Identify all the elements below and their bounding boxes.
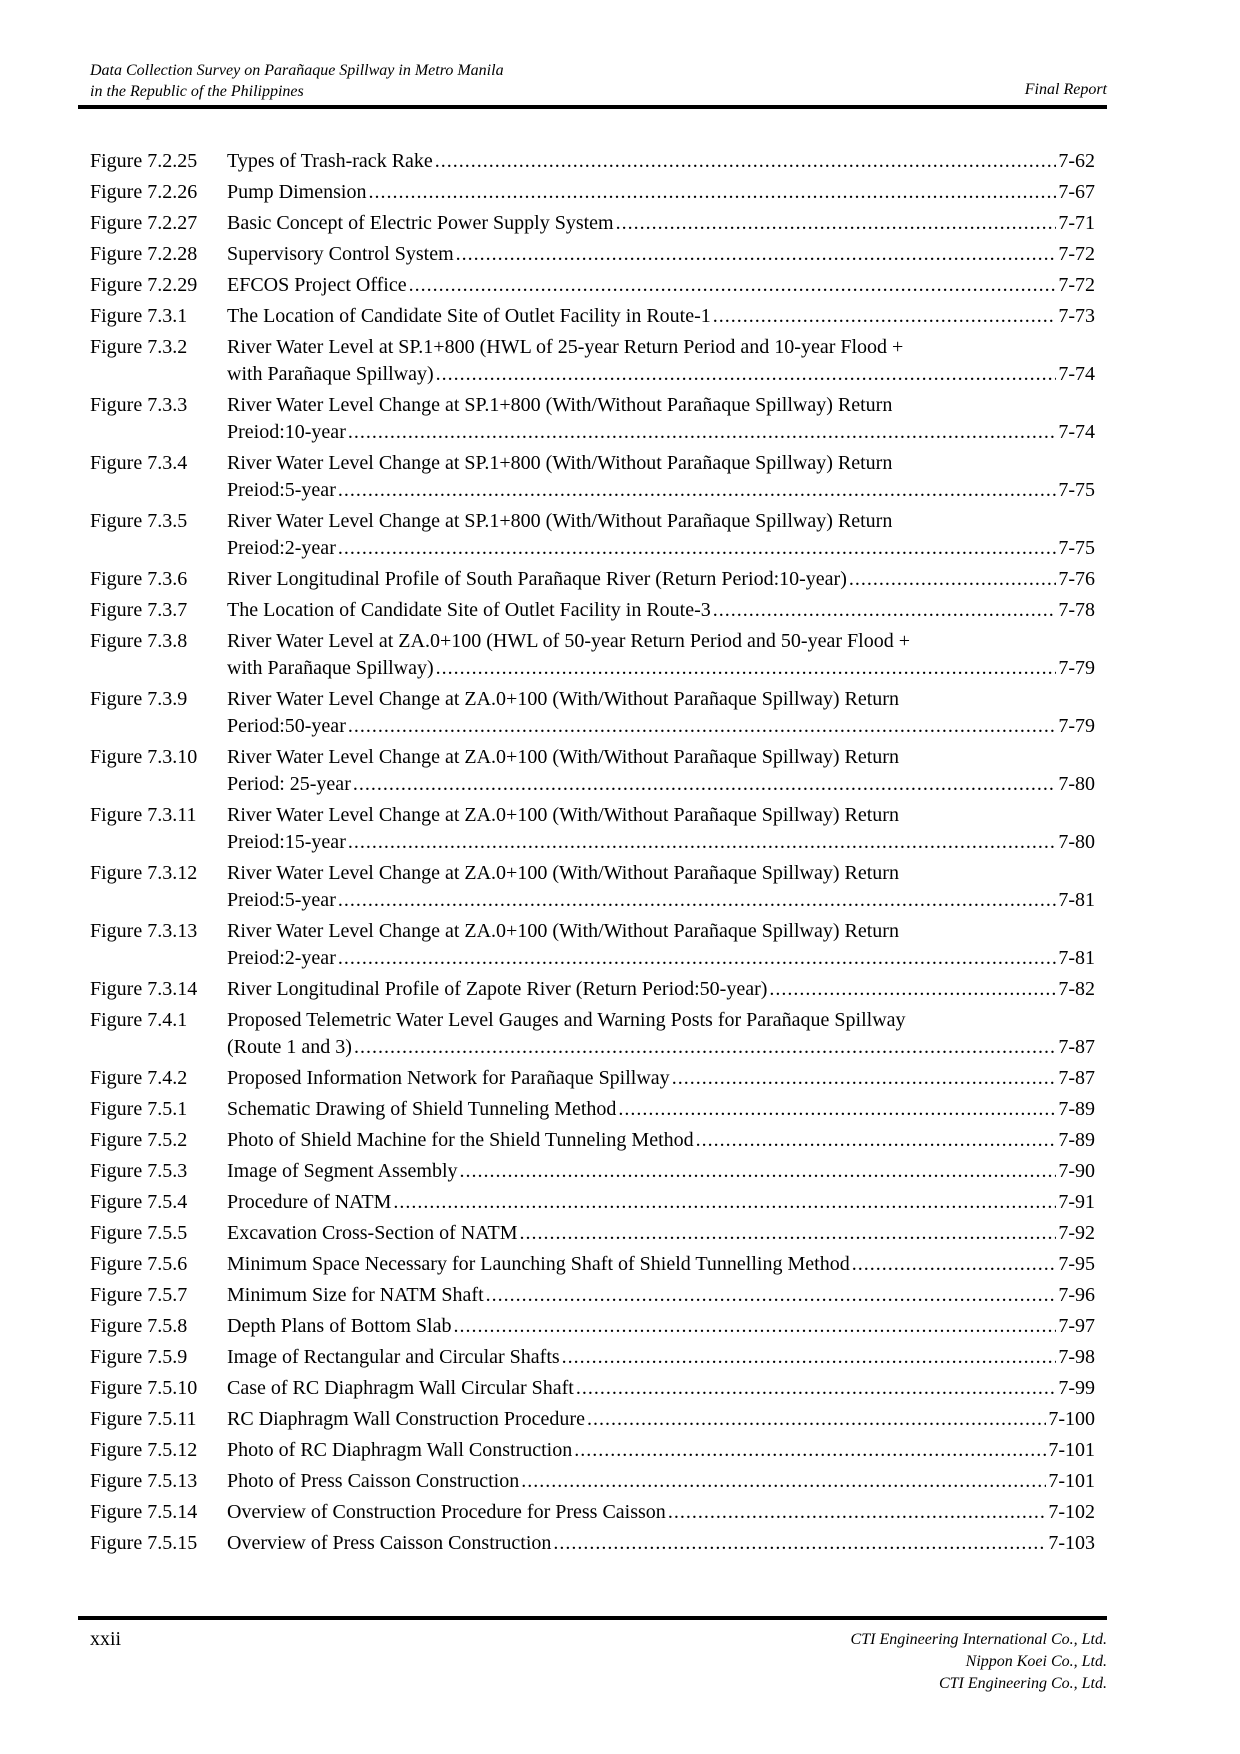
toc-entry[interactable] bbox=[90, 1530, 1095, 1557]
dot-leader bbox=[520, 1220, 1057, 1247]
caption-line bbox=[227, 1313, 1095, 1340]
figure-caption bbox=[227, 1344, 1095, 1371]
toc-entry[interactable] bbox=[90, 210, 1095, 237]
figure-caption bbox=[227, 860, 1095, 914]
header-report-type: Final Report bbox=[1024, 81, 1107, 98]
caption-text: Schematic Drawing of Shield Tunneling Method bbox=[227, 1098, 617, 1120]
figure-caption bbox=[227, 1437, 1095, 1464]
figure-caption bbox=[227, 1468, 1095, 1495]
caption-text: Basic Concept of Electric Power Supply System bbox=[227, 212, 614, 234]
caption-first-line: River Water Level Change at ZA.0+100 (With/Without Parañaque Spillway) Return bbox=[227, 746, 899, 768]
figure-caption bbox=[227, 1251, 1095, 1278]
figure-number: Figure 7.3.6 bbox=[90, 568, 188, 590]
page-reference[interactable]: 7-101 bbox=[1048, 1439, 1095, 1461]
figure-caption bbox=[227, 597, 1095, 624]
page-reference[interactable]: 7-80 bbox=[1058, 831, 1095, 853]
figure-number: Figure 7.5.13 bbox=[90, 1470, 198, 1492]
figure-caption bbox=[227, 179, 1095, 206]
caption-line bbox=[227, 419, 1095, 446]
dot-leader bbox=[553, 1530, 1046, 1557]
dot-leader bbox=[562, 1344, 1057, 1371]
caption-line bbox=[227, 1158, 1095, 1185]
caption-line bbox=[227, 1034, 1095, 1061]
page-reference[interactable]: 7-81 bbox=[1058, 889, 1095, 911]
toc-entry[interactable] bbox=[90, 1007, 1095, 1061]
toc-entry[interactable] bbox=[90, 1065, 1095, 1092]
caption-line bbox=[227, 1406, 1095, 1433]
figure-number: Figure 7.5.2 bbox=[90, 1129, 188, 1151]
toc-entry[interactable] bbox=[90, 976, 1095, 1003]
page-reference[interactable]: 7-67 bbox=[1058, 181, 1095, 203]
figure-number: Figure 7.5.10 bbox=[90, 1377, 198, 1399]
caption-line bbox=[227, 1375, 1095, 1402]
toc-entry[interactable] bbox=[90, 272, 1095, 299]
toc-entry[interactable] bbox=[90, 1096, 1095, 1123]
toc-entry[interactable] bbox=[90, 334, 1095, 388]
figure-number: Figure 7.4.2 bbox=[90, 1067, 188, 1089]
dot-leader bbox=[338, 477, 1056, 504]
caption-text: Minimum Space Necessary for Launching Shaft of Shield Tunnelling Method bbox=[227, 1253, 850, 1275]
toc-entry[interactable] bbox=[90, 802, 1095, 856]
caption-text: Photo of Shield Machine for the Shield Tunneling Method bbox=[227, 1129, 694, 1151]
list-of-figures bbox=[90, 148, 1095, 1561]
toc-entry[interactable] bbox=[90, 1282, 1095, 1309]
footer-divider bbox=[78, 1616, 1107, 1620]
toc-entry[interactable] bbox=[90, 686, 1095, 740]
toc-entry[interactable] bbox=[90, 1127, 1095, 1154]
dot-leader bbox=[616, 210, 1057, 237]
dot-leader bbox=[460, 1158, 1057, 1185]
page-reference[interactable]: 7-87 bbox=[1058, 1067, 1095, 1089]
figure-caption bbox=[227, 148, 1095, 175]
caption-line bbox=[227, 1251, 1095, 1278]
figure-number: Figure 7.3.14 bbox=[90, 978, 198, 1000]
toc-entry[interactable] bbox=[90, 303, 1095, 330]
caption-text: Photo of RC Diaphragm Wall Construction bbox=[227, 1439, 573, 1461]
footer-companies bbox=[851, 1629, 1107, 1695]
dot-leader bbox=[348, 713, 1056, 740]
caption-line bbox=[227, 945, 1095, 972]
page-reference[interactable]: 7-97 bbox=[1058, 1315, 1095, 1337]
page-reference[interactable]: 7-96 bbox=[1058, 1284, 1095, 1306]
toc-entry[interactable] bbox=[90, 450, 1095, 504]
toc-entry[interactable] bbox=[90, 1189, 1095, 1216]
page-reference[interactable]: 7-81 bbox=[1058, 947, 1095, 969]
caption-line bbox=[227, 655, 1095, 682]
caption-line bbox=[227, 829, 1095, 856]
figure-number: Figure 7.5.14 bbox=[90, 1501, 198, 1523]
caption-line bbox=[227, 976, 1095, 1003]
caption-line bbox=[227, 1127, 1095, 1154]
dot-leader bbox=[338, 945, 1056, 972]
figure-caption bbox=[227, 450, 1095, 504]
page-reference[interactable]: 7-95 bbox=[1058, 1253, 1095, 1275]
figure-number: Figure 7.2.25 bbox=[90, 150, 198, 172]
figure-number: Figure 7.5.8 bbox=[90, 1315, 188, 1337]
toc-entry[interactable] bbox=[90, 148, 1095, 175]
toc-entry[interactable] bbox=[90, 1158, 1095, 1185]
caption-line bbox=[227, 477, 1095, 504]
dot-leader bbox=[368, 179, 1056, 206]
caption-line bbox=[227, 1096, 1095, 1123]
caption-text: Preiod:2-year bbox=[227, 537, 336, 559]
caption-text: River Longitudinal Profile of Zapote River (Return Period:50-year) bbox=[227, 978, 768, 1000]
caption-line bbox=[227, 148, 1095, 175]
figure-caption bbox=[227, 1220, 1095, 1247]
figure-caption bbox=[227, 272, 1095, 299]
figure-caption bbox=[227, 1375, 1095, 1402]
page-reference[interactable]: 7-62 bbox=[1058, 150, 1095, 172]
dot-leader bbox=[409, 272, 1057, 299]
toc-entry[interactable] bbox=[90, 1251, 1095, 1278]
page-reference[interactable]: 7-87 bbox=[1058, 1036, 1095, 1058]
figure-number: Figure 7.3.9 bbox=[90, 688, 188, 710]
dot-leader bbox=[456, 241, 1057, 268]
toc-entry[interactable] bbox=[90, 1220, 1095, 1247]
figure-number: Figure 7.3.5 bbox=[90, 510, 188, 532]
caption-text: Minimum Size for NATM Shaft bbox=[227, 1284, 484, 1306]
figure-number: Figure 7.5.9 bbox=[90, 1346, 188, 1368]
page-reference[interactable]: 7-75 bbox=[1058, 537, 1095, 559]
figure-caption bbox=[227, 1406, 1095, 1433]
page-reference[interactable]: 7-74 bbox=[1058, 421, 1095, 443]
figure-number: Figure 7.3.11 bbox=[90, 804, 197, 826]
page-reference[interactable]: 7-103 bbox=[1048, 1532, 1095, 1554]
page-reference[interactable]: 7-76 bbox=[1058, 568, 1095, 590]
toc-entry[interactable] bbox=[90, 508, 1095, 562]
page-reference[interactable]: 7-91 bbox=[1058, 1191, 1095, 1213]
dot-leader bbox=[435, 148, 1057, 175]
figure-caption bbox=[227, 918, 1095, 972]
page-reference[interactable]: 7-73 bbox=[1058, 305, 1095, 327]
figure-number: Figure 7.3.4 bbox=[90, 452, 188, 474]
caption-line bbox=[227, 1437, 1095, 1464]
caption-line bbox=[227, 1499, 1095, 1526]
toc-entry[interactable] bbox=[90, 1468, 1095, 1495]
caption-text: Pump Dimension bbox=[227, 181, 367, 203]
figure-number: Figure 7.2.27 bbox=[90, 212, 198, 234]
figure-number: Figure 7.3.1 bbox=[90, 305, 188, 327]
figure-caption bbox=[227, 1499, 1095, 1526]
figure-caption bbox=[227, 976, 1095, 1003]
figure-number: Figure 7.2.29 bbox=[90, 274, 198, 296]
figure-number: Figure 7.3.12 bbox=[90, 862, 198, 884]
caption-text: Preiod:5-year bbox=[227, 889, 336, 911]
figure-caption bbox=[227, 1096, 1095, 1123]
caption-line bbox=[227, 303, 1095, 330]
dot-leader bbox=[354, 1034, 1056, 1061]
page-reference[interactable]: 7-72 bbox=[1058, 243, 1095, 265]
toc-entry[interactable] bbox=[90, 1437, 1095, 1464]
toc-entry[interactable] bbox=[90, 597, 1095, 624]
page-reference[interactable]: 7-98 bbox=[1058, 1346, 1095, 1368]
figure-caption bbox=[227, 802, 1095, 856]
dot-leader bbox=[668, 1499, 1047, 1526]
toc-entry[interactable] bbox=[90, 1313, 1095, 1340]
dot-leader bbox=[436, 361, 1057, 388]
toc-entry[interactable] bbox=[90, 566, 1095, 593]
caption-first-line: Proposed Telemetric Water Level Gauges and Warning Posts for Parañaque Spillway bbox=[227, 1009, 906, 1031]
caption-first-line: River Water Level Change at SP.1+800 (With/Without Parañaque Spillway) Return bbox=[227, 394, 893, 416]
page-number: xxii bbox=[90, 1628, 122, 1650]
caption-text: EFCOS Project Office bbox=[227, 274, 407, 296]
caption-first-line: River Water Level Change at ZA.0+100 (With/Without Parañaque Spillway) Return bbox=[227, 688, 899, 710]
caption-line bbox=[227, 1468, 1095, 1495]
dot-leader bbox=[453, 1313, 1056, 1340]
caption-first-line: River Water Level Change at SP.1+800 (With/Without Parañaque Spillway) Return bbox=[227, 452, 893, 474]
figure-caption bbox=[227, 1158, 1095, 1185]
footer-company-1: CTI Engineering International Co., Ltd. bbox=[850, 1631, 1107, 1648]
header-divider bbox=[78, 105, 1107, 109]
dot-leader bbox=[852, 1251, 1057, 1278]
toc-entry[interactable] bbox=[90, 744, 1095, 798]
caption-first-line: River Water Level Change at ZA.0+100 (With/Without Parañaque Spillway) Return bbox=[227, 920, 899, 942]
toc-entry[interactable] bbox=[90, 628, 1095, 682]
figure-caption bbox=[227, 1065, 1095, 1092]
dot-leader bbox=[436, 655, 1057, 682]
page-reference[interactable]: 7-71 bbox=[1058, 212, 1095, 234]
caption-line bbox=[227, 179, 1095, 206]
caption-text: Supervisory Control System bbox=[227, 243, 454, 265]
caption-text: Overview of Press Caisson Construction bbox=[227, 1532, 552, 1554]
figure-caption bbox=[227, 1007, 1095, 1061]
caption-text: Image of Rectangular and Circular Shafts bbox=[227, 1346, 560, 1368]
figure-caption bbox=[227, 628, 1095, 682]
page-reference[interactable]: 7-89 bbox=[1058, 1098, 1095, 1120]
caption-line bbox=[227, 1220, 1095, 1247]
figure-number: Figure 7.5.5 bbox=[90, 1222, 188, 1244]
figure-number: Figure 7.2.28 bbox=[90, 243, 198, 265]
figure-caption bbox=[227, 210, 1095, 237]
dot-leader bbox=[849, 566, 1056, 593]
dot-leader bbox=[576, 1375, 1056, 1402]
caption-text: (Route 1 and 3) bbox=[227, 1036, 352, 1058]
dot-leader bbox=[696, 1127, 1057, 1154]
dot-leader bbox=[486, 1282, 1057, 1309]
toc-entry[interactable] bbox=[90, 918, 1095, 972]
caption-text: River Longitudinal Profile of South Parañaque River (Return Period:10-year) bbox=[227, 568, 847, 590]
caption-text: Depth Plans of Bottom Slab bbox=[227, 1315, 452, 1337]
dot-leader bbox=[393, 1189, 1056, 1216]
page-reference[interactable]: 7-82 bbox=[1058, 978, 1095, 1000]
caption-line bbox=[227, 1344, 1095, 1371]
figure-number: Figure 7.5.12 bbox=[90, 1439, 198, 1461]
caption-text: Case of RC Diaphragm Wall Circular Shaft bbox=[227, 1377, 574, 1399]
figure-caption bbox=[227, 392, 1095, 446]
caption-first-line: River Water Level Change at ZA.0+100 (With/Without Parañaque Spillway) Return bbox=[227, 862, 899, 884]
figure-number: Figure 7.3.10 bbox=[90, 746, 198, 768]
footer-company-2: Nippon Koei Co., Ltd. bbox=[965, 1653, 1107, 1670]
figure-caption bbox=[227, 241, 1095, 268]
running-header bbox=[90, 60, 504, 102]
dot-leader bbox=[521, 1468, 1046, 1495]
toc-entry[interactable] bbox=[90, 1406, 1095, 1433]
dot-leader bbox=[587, 1406, 1046, 1433]
page-reference[interactable]: 7-100 bbox=[1048, 1408, 1095, 1430]
caption-text: The Location of Candidate Site of Outlet Facility in Route-1 bbox=[227, 305, 711, 327]
figure-number: Figure 7.5.11 bbox=[90, 1408, 197, 1430]
figure-caption bbox=[227, 1530, 1095, 1557]
caption-line bbox=[227, 566, 1095, 593]
caption-line bbox=[227, 771, 1095, 798]
figure-caption bbox=[227, 508, 1095, 562]
dot-leader bbox=[713, 303, 1057, 330]
figure-caption bbox=[227, 303, 1095, 330]
caption-text: Procedure of NATM bbox=[227, 1191, 392, 1213]
page-reference[interactable]: 7-90 bbox=[1058, 1160, 1095, 1182]
page-reference[interactable]: 7-72 bbox=[1058, 274, 1095, 296]
caption-line bbox=[227, 272, 1095, 299]
figure-caption bbox=[227, 566, 1095, 593]
header-title-line2: in the Republic of the Philippines bbox=[90, 83, 304, 100]
figure-number: Figure 7.2.26 bbox=[90, 181, 198, 203]
caption-text: with Parañaque Spillway) bbox=[227, 363, 434, 385]
toc-entry[interactable] bbox=[90, 1499, 1095, 1526]
dot-leader bbox=[713, 597, 1057, 624]
dot-leader bbox=[348, 829, 1056, 856]
caption-text: Period:50-year bbox=[227, 715, 346, 737]
figure-number: Figure 7.5.3 bbox=[90, 1160, 188, 1182]
page-reference[interactable]: 7-92 bbox=[1058, 1222, 1095, 1244]
figure-caption bbox=[227, 1282, 1095, 1309]
caption-text: RC Diaphragm Wall Construction Procedure bbox=[227, 1408, 585, 1430]
caption-line bbox=[227, 597, 1095, 624]
figure-number: Figure 7.3.8 bbox=[90, 630, 188, 652]
toc-entry[interactable] bbox=[90, 179, 1095, 206]
caption-text: Period: 25-year bbox=[227, 773, 351, 795]
dot-leader bbox=[338, 887, 1056, 914]
page-reference[interactable]: 7-102 bbox=[1048, 1501, 1095, 1523]
caption-text: Photo of Press Caisson Construction bbox=[227, 1470, 520, 1492]
caption-line bbox=[227, 887, 1095, 914]
figure-caption bbox=[227, 1313, 1095, 1340]
dot-leader bbox=[338, 535, 1056, 562]
figure-number: Figure 7.5.7 bbox=[90, 1284, 188, 1306]
page-reference[interactable]: 7-79 bbox=[1058, 657, 1095, 679]
dot-leader bbox=[353, 771, 1056, 798]
dot-leader bbox=[672, 1065, 1057, 1092]
caption-line bbox=[227, 1282, 1095, 1309]
caption-text: with Parañaque Spillway) bbox=[227, 657, 434, 679]
caption-text: Preiod:10-year bbox=[227, 421, 346, 443]
header-title-line1: Data Collection Survey on Parañaque Spillway in Metro Manila bbox=[90, 62, 504, 79]
toc-entry[interactable] bbox=[90, 1375, 1095, 1402]
dot-leader bbox=[769, 976, 1056, 1003]
caption-text: Preiod:5-year bbox=[227, 479, 336, 501]
page-reference[interactable]: 7-78 bbox=[1058, 599, 1095, 621]
caption-text: Preiod:2-year bbox=[227, 947, 336, 969]
figure-number: Figure 7.4.1 bbox=[90, 1009, 188, 1031]
caption-text: Excavation Cross-Section of NATM bbox=[227, 1222, 518, 1244]
caption-first-line: River Water Level Change at ZA.0+100 (With/Without Parañaque Spillway) Return bbox=[227, 804, 899, 826]
figure-caption bbox=[227, 744, 1095, 798]
dot-leader bbox=[574, 1437, 1046, 1464]
caption-line bbox=[227, 713, 1095, 740]
figure-number: Figure 7.3.3 bbox=[90, 394, 188, 416]
caption-text: Image of Segment Assembly bbox=[227, 1160, 458, 1182]
toc-entry[interactable] bbox=[90, 1344, 1095, 1371]
dot-leader bbox=[348, 419, 1056, 446]
caption-first-line: River Water Level at SP.1+800 (HWL of 25-year Return Period and 10-year Flood + bbox=[227, 336, 904, 358]
page-reference[interactable]: 7-74 bbox=[1058, 363, 1095, 385]
caption-text: Types of Trash-rack Rake bbox=[227, 150, 433, 172]
caption-line bbox=[227, 535, 1095, 562]
figure-caption bbox=[227, 686, 1095, 740]
figure-number: Figure 7.5.15 bbox=[90, 1532, 198, 1554]
page-reference[interactable]: 7-101 bbox=[1048, 1470, 1095, 1492]
caption-line bbox=[227, 1065, 1095, 1092]
caption-line bbox=[227, 361, 1095, 388]
figure-number: Figure 7.3.13 bbox=[90, 920, 198, 942]
caption-text: The Location of Candidate Site of Outlet Facility in Route-3 bbox=[227, 599, 711, 621]
caption-first-line: River Water Level Change at SP.1+800 (With/Without Parañaque Spillway) Return bbox=[227, 510, 893, 532]
caption-text: Proposed Information Network for Parañaque Spillway bbox=[227, 1067, 670, 1089]
caption-text: Preiod:15-year bbox=[227, 831, 346, 853]
caption-first-line: River Water Level at ZA.0+100 (HWL of 50-year Return Period and 50-year Flood + bbox=[227, 630, 910, 652]
figure-number: Figure 7.5.1 bbox=[90, 1098, 188, 1120]
figure-caption bbox=[227, 334, 1095, 388]
toc-entry[interactable] bbox=[90, 241, 1095, 268]
page-reference[interactable]: 7-75 bbox=[1058, 479, 1095, 501]
caption-text: Overview of Construction Procedure for Press Caisson bbox=[227, 1501, 666, 1523]
caption-line bbox=[227, 241, 1095, 268]
caption-line bbox=[227, 210, 1095, 237]
page-reference[interactable]: 7-89 bbox=[1058, 1129, 1095, 1151]
footer-company-3: CTI Engineering Co., Ltd. bbox=[938, 1675, 1107, 1692]
dot-leader bbox=[618, 1096, 1056, 1123]
toc-entry[interactable] bbox=[90, 392, 1095, 446]
page-reference[interactable]: 7-79 bbox=[1058, 715, 1095, 737]
figure-number: Figure 7.3.2 bbox=[90, 336, 188, 358]
figure-caption bbox=[227, 1189, 1095, 1216]
figure-number: Figure 7.5.6 bbox=[90, 1253, 188, 1275]
page-reference[interactable]: 7-99 bbox=[1058, 1377, 1095, 1399]
caption-line bbox=[227, 1530, 1095, 1557]
toc-entry[interactable] bbox=[90, 860, 1095, 914]
caption-line bbox=[227, 1189, 1095, 1216]
figure-caption bbox=[227, 1127, 1095, 1154]
figure-number: Figure 7.5.4 bbox=[90, 1191, 188, 1213]
page-reference[interactable]: 7-80 bbox=[1058, 773, 1095, 795]
figure-number: Figure 7.3.7 bbox=[90, 599, 188, 621]
